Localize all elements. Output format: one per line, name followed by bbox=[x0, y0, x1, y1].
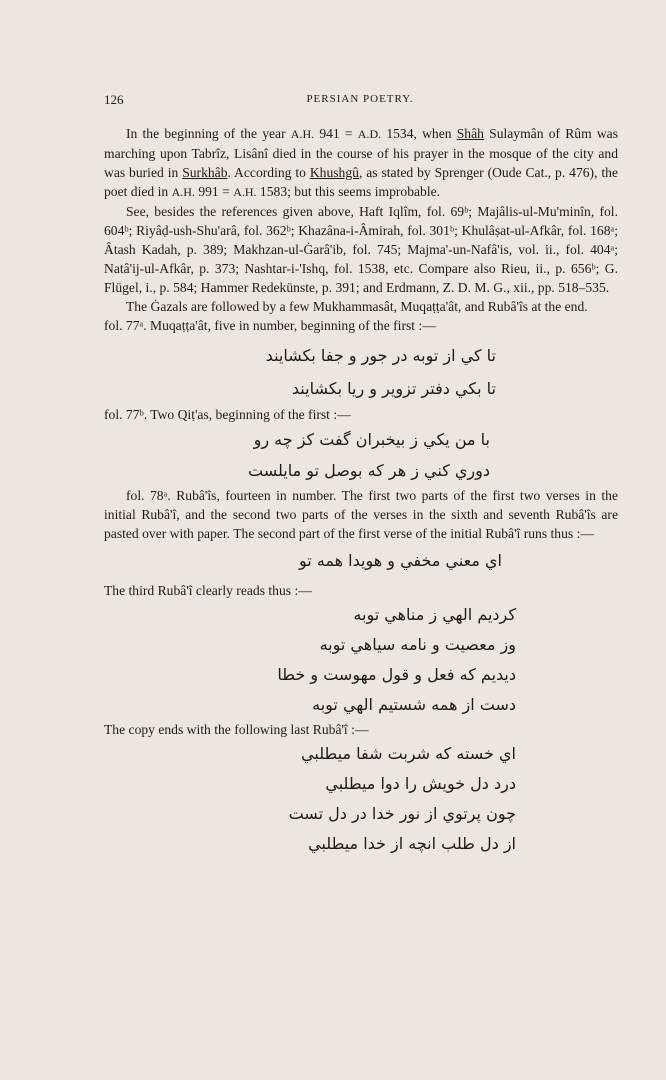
verse-line: تا كي از توبه در جور و جفا بكشايند bbox=[265, 346, 496, 365]
verse-line: اي معني مخفي و هويدا همه تو bbox=[299, 551, 502, 570]
verse-line: اي خسته كه شربت شفا ميطلبي bbox=[301, 744, 516, 763]
verse-line: وز معصيت و نامه سياهي توبه bbox=[319, 635, 516, 654]
folio-77a-caption: fol. 77ᵃ. Muqaṭṭa'ât, five in number, beginning of the first :— bbox=[104, 318, 436, 333]
paragraph-third-rubai: The third Rubâ'î clearly reads thus :— bbox=[104, 583, 312, 598]
verse-line: با من يكي ز بيخبران گفت كز چه رو bbox=[253, 430, 490, 449]
verse-line: كرديم الهي ز مناهي توبه bbox=[353, 605, 516, 624]
page-number: 126 bbox=[104, 92, 124, 107]
verse-line: تا بكي دفتر تزوير و ريا بكشايند bbox=[291, 379, 496, 398]
paragraph-last-rubai: The copy ends with the following last Rubâ'î :— bbox=[104, 722, 369, 737]
verse-line: ديديم كه فعل و قول مهوست و خطا bbox=[277, 665, 516, 684]
verse-line: درد دل خويش را دوا ميطلبي bbox=[325, 774, 516, 793]
paragraph-contents: The Ġazals are followed by a few Mukhammasât, Muqaṭṭa'ât, and Rubâ'îs at the end. bbox=[126, 299, 588, 314]
verse-line: دست از همه شستيم الهي توبه bbox=[312, 695, 516, 714]
paragraph-rubais: fol. 78ᵃ. Rubâ'îs, fourteen in number. The first two parts of the first two verses in the initial Rubâ'î, and the second two parts of the verses in the sixth and seventh Rubâ'îs are pasted over with paper. The second part of the first verse of the initial Rubâ'î runs thus :— bbox=[104, 488, 618, 541]
page-header bbox=[104, 92, 616, 110]
paragraph-death: In the beginning of the year A.H. 941 = A.D. 1534, when Shâh Sulaymân of Rûm was marching upon Tabrîz, Lisânî died in the course of his prayer in the mosque of the city and was buried in Surkhâb. According to Khushgû, as stated by Sprenger (Oude Cat., p. 476), the poet died in A.H. 991 = A.H. 1583; but this seems improbable. bbox=[104, 126, 619, 199]
running-title: PERSIAN POETRY. bbox=[306, 93, 414, 105]
verse-line: دوري كني ز هر كه بوصل تو مايلست bbox=[248, 461, 490, 480]
verse-line: از دل طلب انچه از خدا ميطلبي bbox=[308, 834, 516, 853]
page-body bbox=[104, 124, 618, 859]
paragraph-references: See, besides the references given above, Haft Iqlîm, fol. 69ᵇ; Majâlis-ul-Mu'minîn, fol. 604ᵇ; Riyâḍ-ush-Shu'arâ, fol. 362ᵇ; Khazâna-i-Âmirah, fol. 301ᵇ; Khulâṣat-ul-Afkâr, fol. 168ᵃ; Âtash Kadah, p. 389; Makhzan-ul-Ġarâ'ib, fol. 745; Majma'-un-Nafâ'is, vol. ii., fol. 404ᵃ; Natâ'ij-ul-Afkâr, p. 373; Nashtar-i-'Ishq, fol. 1538, etc. Compare also Rieu, ii., p. 656ᵇ; G. Flügel, i., p. 584; Hammer Redekünste, p. 391; and Erdmann, Z. D. M. G., xii., pp. 518–535. bbox=[104, 204, 618, 295]
folio-77b-caption: fol. 77ᵇ. Two Qiṭ'as, beginning of the first :— bbox=[104, 407, 351, 422]
verse-line: چون پرتوي از نور خدا در دل تست bbox=[288, 804, 516, 823]
